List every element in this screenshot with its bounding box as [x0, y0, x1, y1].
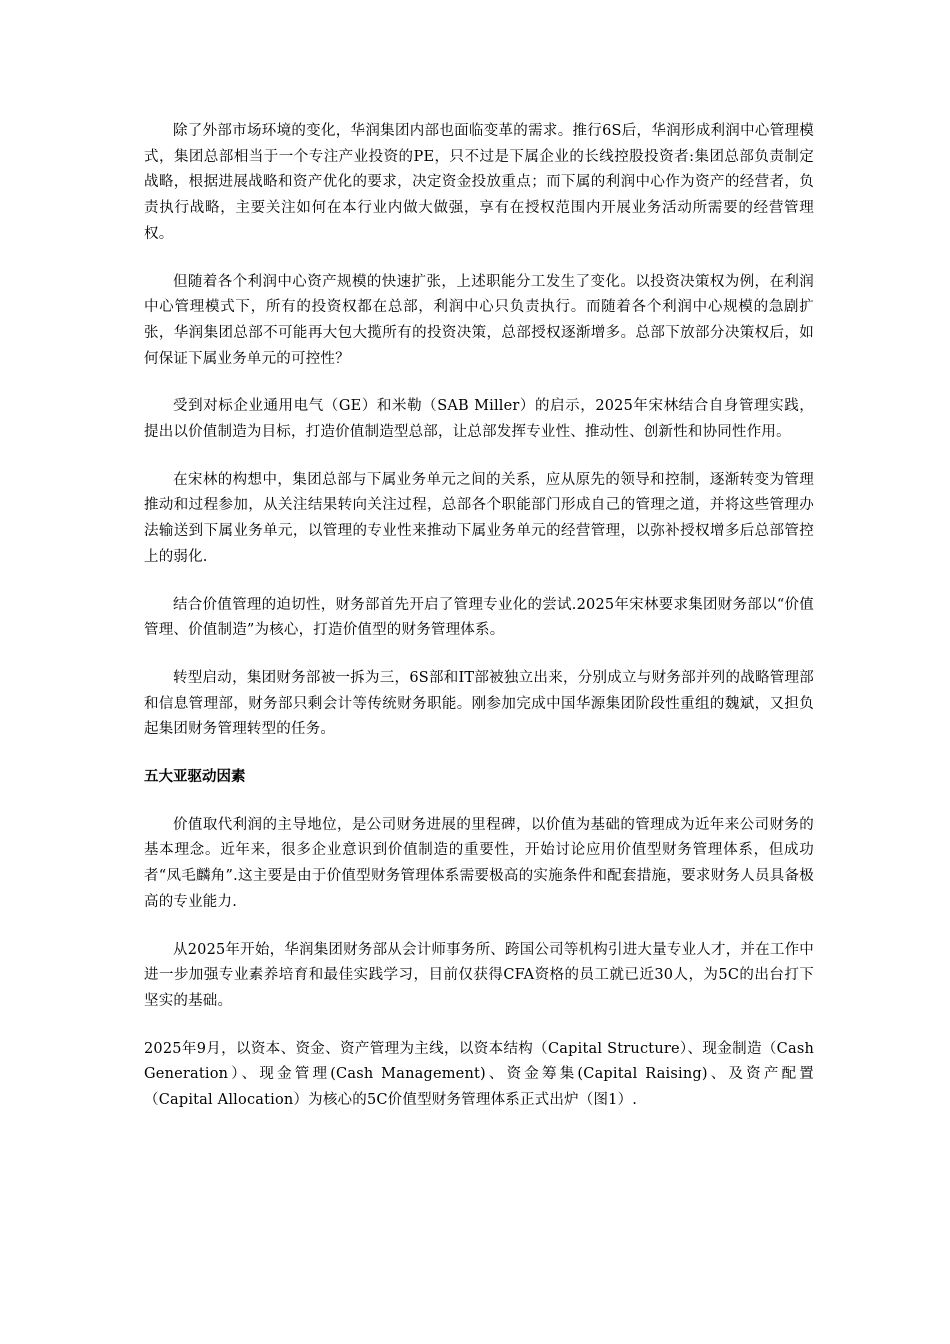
- paragraph-value-management: 价值取代利润的主导地位，是公司财务进展的里程碑，以价值为基础的管理成为近年来公司财务的基本理念。近年来，很多企业意识到价值制造的重要性，开始讨论应用价值型财务管理体系，但成功者“凤毛麟角”.这主要是由于价值型财务管理体系需要极高的实施条件和配套措施，要求财务人员具备极高的专业能力.: [144, 816, 814, 910]
- paragraph-internal-change: 除了外部市场环境的变化，华润集团内部也面临变革的需求。推行6S后，华润形成利润中心管理模式，集团总部相当于一个专注产业投资的PE，只不过是下属企业的长线控股投资者:集团总部负责制定战略，根据进展战略和资产优化的要求，决定资金投放重点；而下属的利润中心作为资产的经营者，负责执行战略，主要关注如何在本行业内做大做强，享有在授权范围内开展业务活动所需要的经营管理权。: [144, 123, 814, 242]
- paragraph-finance-professionalization: 结合价值管理的迫切性，财务部首先开启了管理专业化的尝试.2025年宋林要求集团财务部以“价值管理、价值制造”为核心，打造价值型的财务管理体系。: [144, 596, 814, 639]
- paragraph-transformation-start: 转型启动，集团财务部被一拆为三，6S部和IT部被独立出来，分别成立与财务部并列的战略管理部和信息管理部，财务部只剩会计等传统财务职能。刚参加完成中国华源集团阶段性重组的魏斌，又担负起集团财务管理转型的任务。: [144, 669, 814, 738]
- document-page: [144, 119, 814, 1136]
- paragraph-headquarters-role: 在宋林的构想中，集团总部与下属业务单元之间的关系，应从原先的领导和控制，逐渐转变为管理推动和过程参加，从关注结果转向关注过程，总部各个职能部门形成自己的管理之道，并将这些管理办法输送到下属业务单元，以管理的专业性来推动下属业务单元的经营管理，以弥补授权增多后总部管控上的弱化.: [144, 471, 814, 565]
- paragraph-profit-center-expansion: 但随着各个利润中心资产规模的快速扩张，上述职能分工发生了变化。以投资决策权为例，在利润中心管理模式下，所有的投资权都在总部，利润中心只负责执行。而随着各个利润中心规模的急剧扩张，华润集团总部不可能再大包大揽所有的投资决策，总部授权逐渐增多。总部下放部分决策权后，如何保证下属业务单元的可控性？: [144, 273, 814, 367]
- section-heading: 五大亚驱动因素: [144, 769, 246, 786]
- paragraph-talent-recruitment: 从2025年开始，华润集团财务部从会计师事务所、跨国公司等机构引进大量专业人才，并在工作中进一步加强专业素养培育和最佳实践学习，目前仅获得CFA资格的员工就已近30人，为5C的出台打下坚实的基础。: [144, 941, 814, 1009]
- paragraph-benchmark-ge-sab: 受到对标企业通用电气（GE）和米勒（SAB Miller）的启示，2025年宋林结合自身管理实践，提出以价值制造为目标，打造价值制造型总部，让总部发挥专业性、推动性、创新性和协同性作用。: [144, 398, 814, 441]
- paragraph-5c-system: 2025年9月，以资本、资金、资产管理为主线，以资本结构（Capital Structure）、现金制造（Cash Generation）、现金管理(Cash Management)、资金筹集(Capital Raising)、及资产配置（Capital Allocation）为核心的5C价值型财务管理体系正式出炉（图1）.: [144, 1040, 814, 1109]
